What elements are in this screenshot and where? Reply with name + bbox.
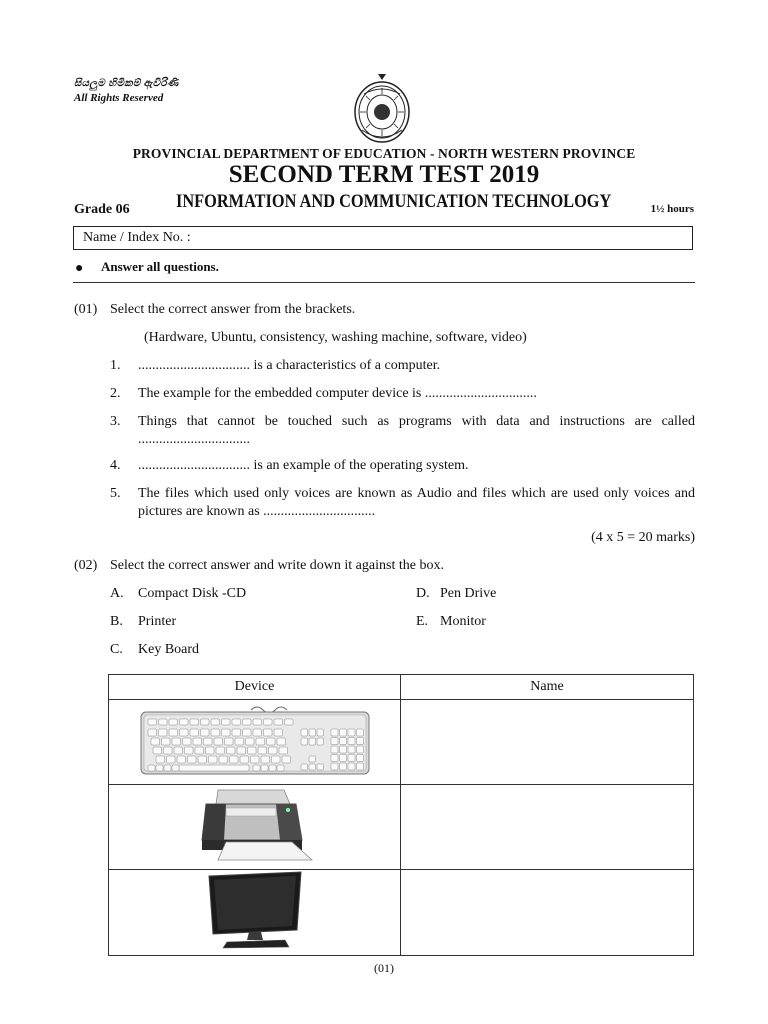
device-column-header: Device: [109, 675, 401, 700]
q1-item-5: The files which used only voices are known as Audio and files which are used only voices and pictures are known as ................................: [138, 486, 695, 519]
grade-label: Grade 06: [74, 202, 130, 217]
table-header-row: [109, 675, 694, 700]
q1-number: (01): [74, 302, 98, 317]
q1-item-number: 2.: [110, 386, 121, 401]
table-row: [109, 700, 694, 785]
q1-prompt: Select the correct answer from the brackets.: [110, 302, 356, 317]
table-row: [109, 785, 694, 870]
q1-item-number: 1.: [110, 358, 121, 373]
choice-monitor: Monitor: [440, 614, 486, 629]
answer-cell-printer[interactable]: [401, 785, 694, 870]
q1-item-2: The example for the embedded computer device is ................................: [138, 386, 537, 401]
choice-keyboard: Key Board: [138, 642, 200, 657]
q1-item-number: 3.: [110, 414, 121, 429]
q1-options: (Hardware, Ubuntu, consistency, washing machine, software, video): [144, 330, 527, 345]
q1-marks: (4 x 5 = 20 marks): [591, 530, 695, 545]
printer-icon: [196, 786, 314, 864]
choice-pen-drive: Pen Drive: [440, 586, 497, 601]
choice-compact-disk: Compact Disk -CD: [138, 586, 247, 601]
instruction-text: Answer all questions.: [101, 259, 219, 274]
keyboard-icon: [139, 704, 371, 776]
q1-item-number: 5.: [110, 486, 121, 501]
choice-letter: D.: [416, 586, 430, 601]
bullet-icon: ●: [75, 261, 84, 276]
q1-item-1: ................................ is a characteristics of a computer.: [138, 358, 441, 373]
device-cell: [109, 785, 401, 870]
header-divider: [73, 282, 695, 283]
q2-prompt: Select the correct answer and write down it against the box.: [110, 558, 444, 573]
page-number: (01): [374, 961, 394, 975]
answer-cell-monitor[interactable]: [401, 870, 694, 956]
q1-item-4: ................................ is an example of the operating system.: [138, 458, 469, 473]
table-row: [109, 870, 694, 956]
rights-sinhala: සියලුම හිමිකම් ඇවිරිණි: [74, 78, 179, 89]
duration-label: 1½ hours: [650, 203, 694, 215]
name-column-header: Name: [401, 675, 694, 700]
rights-notice: [74, 77, 179, 105]
q1-item-3: Things that cannot be touched such as programs with data and instructions are called ................................: [138, 414, 695, 447]
monitor-icon: [205, 870, 305, 950]
device-cell: [109, 870, 401, 956]
choice-letter: A.: [110, 586, 124, 601]
choice-letter: B.: [110, 614, 123, 629]
choice-letter: E.: [416, 614, 429, 629]
department-name: PROVINCIAL DEPARTMENT OF EDUCATION - NORTH WESTERN PROVINCE: [132, 146, 636, 161]
name-index-field[interactable]: [73, 226, 693, 250]
device-cell: [109, 700, 401, 785]
answer-cell-keyboard[interactable]: [401, 700, 694, 785]
rights-english: All Rights Reserved: [74, 92, 164, 104]
q1-item-number: 4.: [110, 458, 121, 473]
q2-number: (02): [74, 558, 98, 573]
choice-letter: C.: [110, 642, 123, 657]
name-index-label: Name / Index No. :: [83, 230, 191, 245]
government-seal-icon: [352, 74, 412, 144]
subject-title: INFORMATION AND COMMUNICATION TECHNOLOGY: [176, 191, 612, 212]
choice-printer: Printer: [138, 614, 177, 629]
test-title: SECOND TERM TEST 2019: [228, 161, 540, 188]
device-table: [108, 674, 694, 956]
